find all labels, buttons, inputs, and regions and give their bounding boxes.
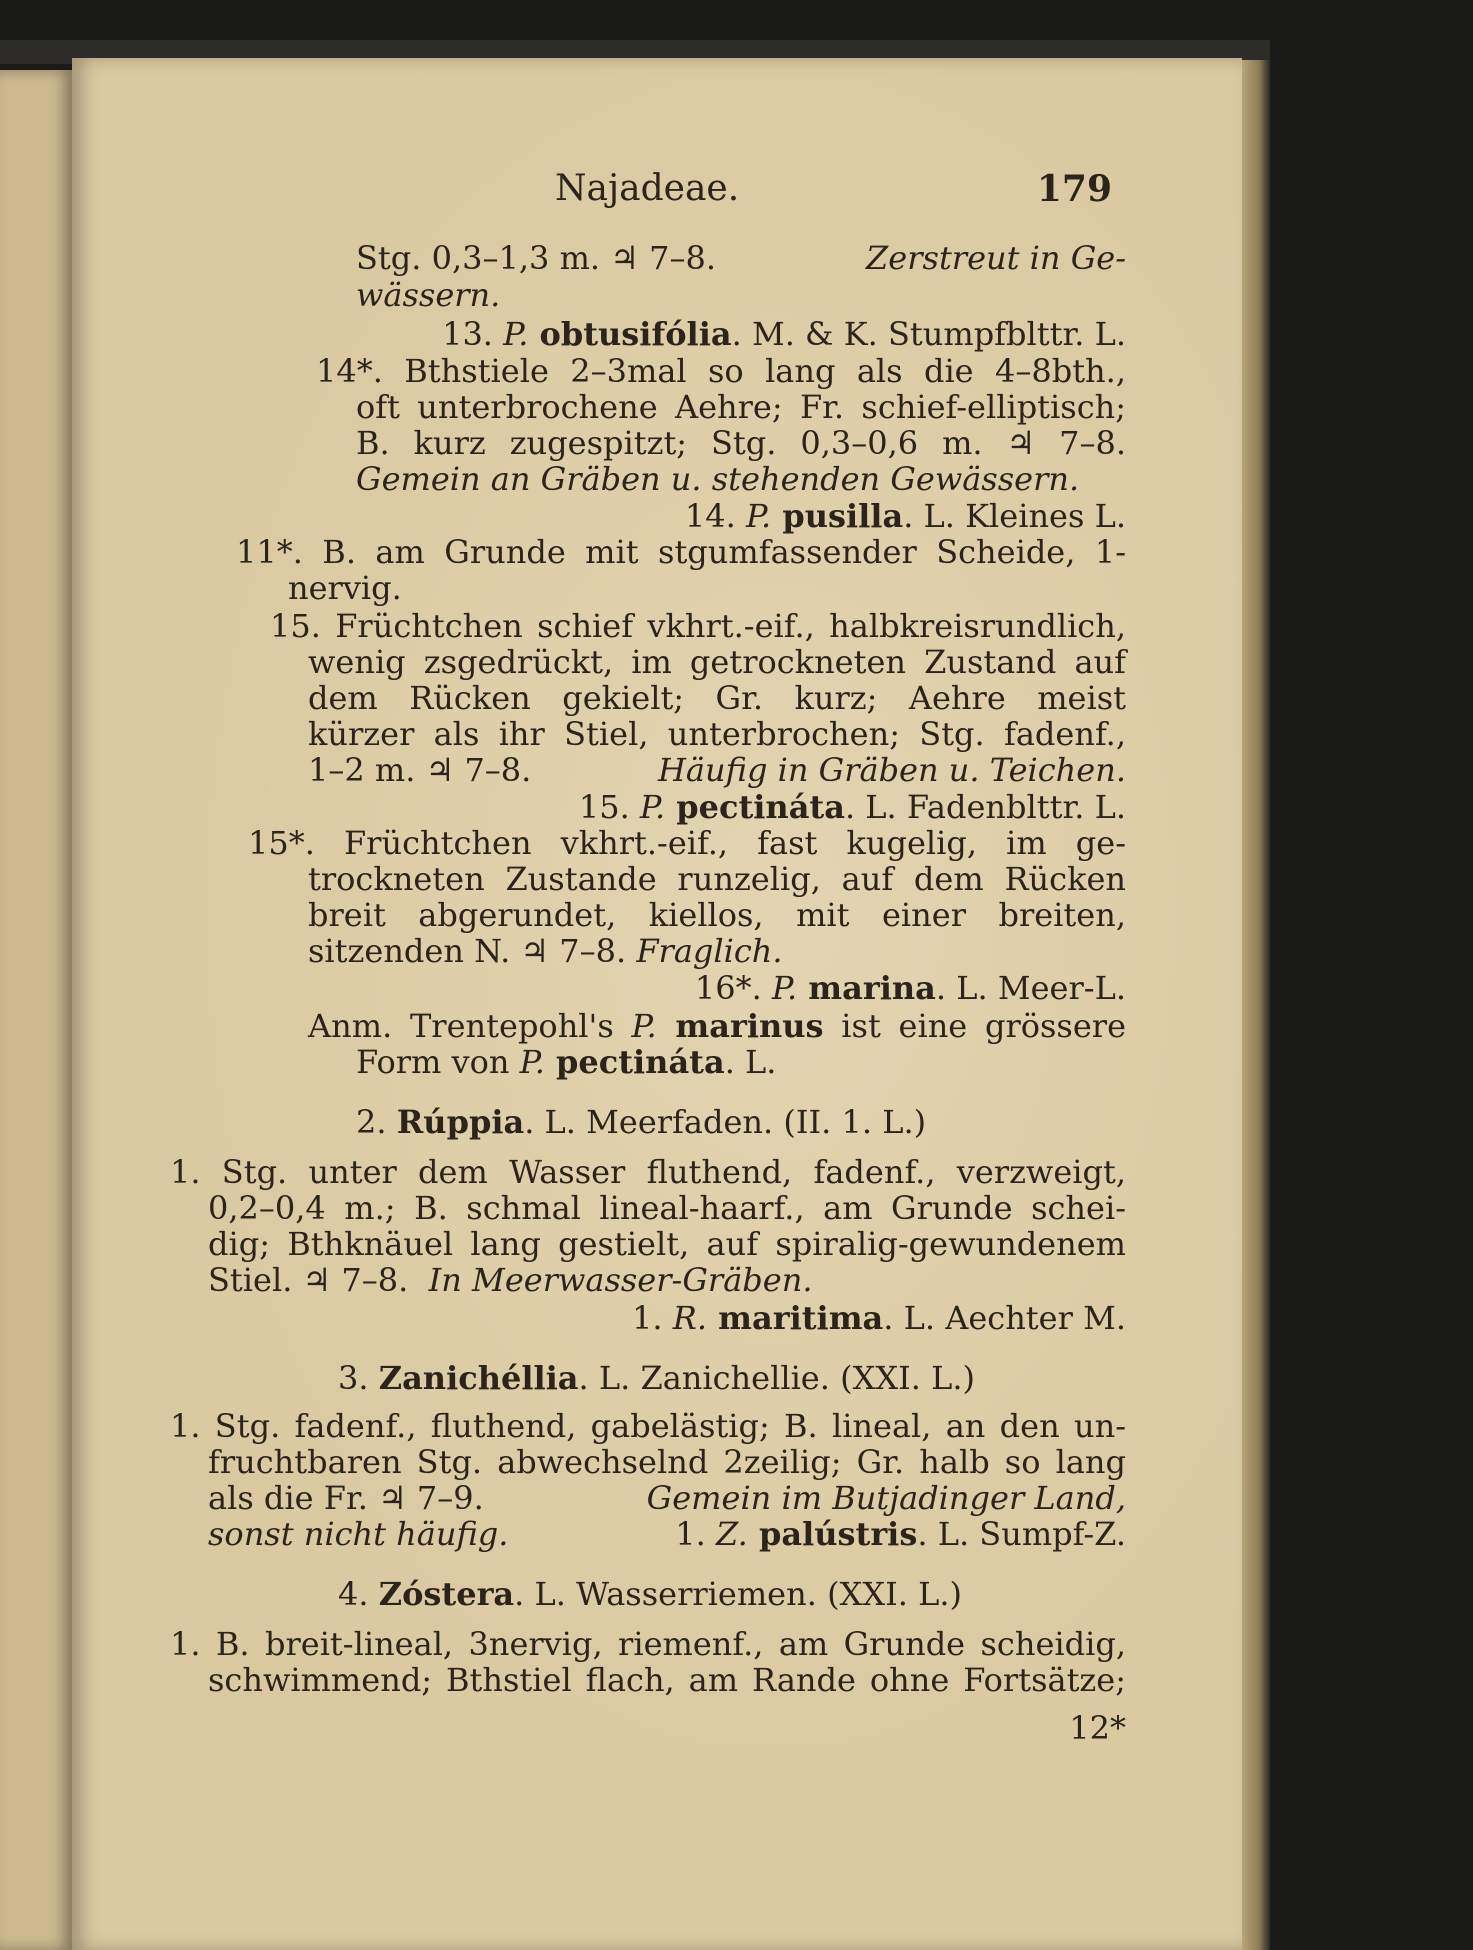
text-line: wenig zsgedrückt, im getrockneten Zustand auf [308,643,1126,681]
text-line: dem Rücken gekielt; Gr. kurz; Aehre meist [308,679,1126,717]
text-line: 0,2–0,4 m.; B. schmal lineal-haarf., am Grunde schei- [208,1189,1126,1227]
text-line: 15. Früchtchen schief vkhrt.-eif., halbkreisrundlich, [270,607,1126,645]
text-line: oft unterbrochene Aehre; Fr. schief-elliptisch; [356,388,1126,426]
species-line: 14. P. pusilla. L. Kleines L. [684,497,1126,535]
text-line: Gemein an Gräben u. stehenden Gewässern. [356,460,1080,498]
species-line: 15. P. pectináta. L. Fadenblttr. L. [578,788,1126,826]
species-line: 1. R. maritima. L. Aechter M. [632,1299,1126,1337]
left-page-edge [0,70,72,1950]
text-line: 15*. Früchtchen vkhrt.-eif., fast kugelig, im ge- [248,824,1126,862]
text-line: trockneten Zustande runzelig, auf dem Rücken [308,860,1126,898]
genus-heading: 2. Rúppia. L. Meerfaden. (II. 1. L.) [356,1103,927,1141]
text-line: 1. Stg. unter dem Wasser fluthend, fadenf., verzweigt, [170,1153,1126,1191]
text-line: 11*. B. am Grunde mit stgumfassender Scheide, 1- [236,533,1126,571]
signature-mark: 12* [1069,1709,1126,1747]
text-line: B. kurz zugespitzt; Stg. 0,3–0,6 m. ♃ 7–8. [356,424,1126,462]
section-title: Najadeae. [555,168,740,209]
text-line: 1. Stg. fadenf., fluthend, gabelästig; B. lineal, an den un- [170,1407,1126,1445]
text-line: nervig. [288,569,402,607]
text-line: Stiel. ♃ 7–8. In Meerwasser-Gräben. [208,1261,813,1299]
text-line: Stg. 0,3–1,3 m. ♃ 7–8. Zerstreut in Ge- [356,239,1126,277]
text-line: als die Fr. ♃ 7–9. Gemein im Butjadinger Land, [208,1479,1126,1517]
text-line: schwimmend; Bthstiel flach, am Rande ohne Fortsätze; [208,1661,1126,1699]
species-line: 13. P. obtusifólia. M. & K. Stumpfblttr. L. [442,315,1126,353]
note-line: Form von P. pectináta. L. [356,1043,777,1081]
text-line: fruchtbaren Stg. abwechselnd 2zeilig; Gr. halb so lang [208,1443,1126,1481]
text-line: kürzer als ihr Stiel, unterbrochen; Stg. fadenf., [308,715,1126,753]
text-line: 14*. Bthstiele 2–3mal so lang als die 4–8bth., [316,352,1126,390]
text-line: sitzenden N. ♃ 7–8. Fraglich. [308,932,783,970]
species-line: sonst nicht häufig. 1. Z. palústris. L. Sumpf-Z. [208,1515,1126,1553]
genus-heading: 4. Zóstera. L. Wasserriemen. (XXI. L.) [338,1575,962,1613]
genus-heading: 3. Zanichéllia. L. Zanichellie. (XXI. L.) [338,1359,976,1397]
species-line: 16*. P. marina. L. Meer-L. [694,969,1126,1007]
page-number: 179 [1036,168,1112,210]
text-line: wässern. [356,276,501,314]
running-header [320,168,1120,218]
page-fore-edge [1242,60,1270,1950]
text-line: 1. B. breit-lineal, 3nervig, riemenf., am Grunde scheidig, [170,1625,1126,1663]
text-line: dig; Bthknäuel lang gestielt, auf spiralig-gewundenem [208,1225,1126,1263]
text-line: 1–2 m. ♃ 7–8. Häufig in Gräben u. Teichen. [308,751,1126,789]
text-line: breit abgerundet, kiellos, mit einer breiten, [308,896,1126,934]
note-line: Anm. Trentepohl's P. marinus ist eine grössere [308,1007,1127,1045]
